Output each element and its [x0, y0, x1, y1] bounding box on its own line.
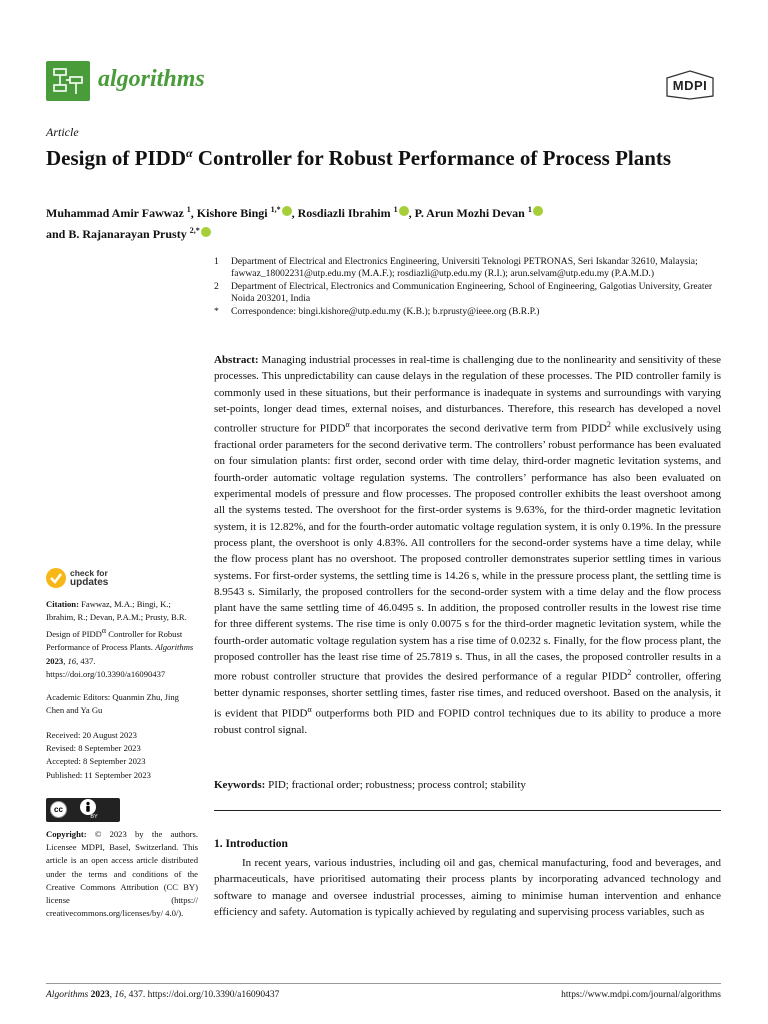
academic-editors: Academic Editors: Quanmin Zhu, Jing Chen and Ya Gu: [46, 692, 179, 716]
paper-title: Design of $PIDD^\alpha$ Controller for Robust Performance of Process Plants: [46, 146, 672, 170]
check-updates-icon: [46, 568, 66, 588]
author: Muhammad Amir Fawwaz: [46, 206, 184, 220]
footer-citation: Algorithms 2023, 16, 437. https://doi.org/10.3390/a16090437: [46, 990, 280, 1000]
divider: [214, 810, 721, 811]
journal-logo: [46, 61, 90, 101]
affiliations: [214, 256, 719, 318]
orcid-icon[interactable]: [282, 206, 292, 216]
orcid-icon[interactable]: [399, 206, 409, 216]
publisher-name: MDPI: [672, 78, 708, 93]
author: Kishore Bingi: [196, 206, 268, 220]
section-heading: 1. Introduction: [214, 838, 288, 850]
revised-date: Revised: 8 September 2023: [46, 743, 141, 754]
intro-paragraph: In recent years, various industries, including oil and gas, chemical manufacturing, food and beverages, and pharmaceuticals, have prioritised automating their process plants by incorporating advanced technology and software to manage and oversee industrial processes, aiming to minimise human intervention and enhance efficiency and safety. Automation is typically achieved by regulating and supervising process variables, such as: [214, 857, 721, 918]
publisher-logo: [664, 70, 716, 100]
author: P. Arun Mozhi Devan: [414, 206, 525, 220]
orcid-icon[interactable]: [533, 206, 543, 216]
copyright: Copyright: © 2023 by the authors. Licensee MDPI, Basel, Switzerland. This article is an open access article distributed under the terms and conditions of the Creative Commons Attribution (CC BY) license (https:// creativecommons.org/licenses/by/ 4.0/).: [46, 829, 198, 919]
citation: Citation: Fawwaz, M.A.; Bingi, K.; Ibrahim, R.; Devan, P.A.M.; Prusty, B.R. Design of $PIDD^\alpha$ Controller for Robust Performance of Process Plants. Algorithms 2023, 16, 437. https://doi.org/10.3390/a16090437: [46, 599, 194, 679]
orcid-icon[interactable]: [201, 227, 211, 237]
check-for-updates[interactable]: check for updates: [46, 568, 126, 592]
keywords: Keywords: PID; fractional order; robustness; process control; stability: [214, 779, 526, 791]
article-type: Article: [46, 125, 79, 139]
received-date: Received: 20 August 2023: [46, 730, 137, 740]
author: B. Rajanarayan Prusty: [68, 227, 187, 241]
cc-by-license-badge[interactable]: cc BY: [46, 798, 120, 822]
footer-divider: [46, 983, 721, 984]
journal-url[interactable]: https://www.mdpi.com/journal/algorithms: [561, 990, 721, 1000]
attribution-icon: [80, 799, 96, 815]
affiliation-item: 2 Department of Electrical, Electronics and Communication Engineering, School of Engineering, Galgotias University, Greater Noida 203201, India: [214, 280, 713, 305]
affiliation-item: 1 Department of Electrical and Electronics Engineering, Universiti Teknologi PETRONAS, Seri Iskandar 32610, Malaysia; fawwaz_18002231@utp.edu.my (M.A.F.); rosdiazli@utp.edu.my (R.I.); arun.selvam@utp.edu.my (P.A.M.D.): [214, 256, 698, 280]
dates: [46, 729, 198, 782]
accepted-date: Accepted: 8 September 2023: [46, 756, 146, 767]
author: Rosdiazli Ibrahim: [297, 206, 391, 220]
journal-name: algorithms: [98, 66, 205, 92]
published-date: Published: 11 September 2023: [46, 769, 151, 780]
correspondence: * Correspondence: bingi.kishore@utp.edu.my (K.B.); b.rprusty@ieee.org (B.R.P.): [214, 305, 540, 317]
author-list: Muhammad Amir Fawwaz $^1$, Kishore Bingi $^{1,*}$ , Rosdiazli Ibrahim $^1$ , P. Arun Mozhi Devan $^1$ and B. Rajanarayan Prusty $^{2,*}$: [46, 201, 736, 243]
abstract: Abstract: Managing industrial processes in real-time is challenging due to the nonlinearity and sensitivity of these processes. This unpredictability can cause delays in the regulation of these processes. The PID controller family is commonly used in these situations, but their performance is inadequate in systems and surroundings with varying set-points, longer dead times, external noises, and disturbances. Therefore, this research has developed a novel controller structure for $PIDD^\alpha$ that incorporates the second derivative term from PIDD$^2$ while exclusively using fractional order parameters for the second derivative term. The controllers’ robust performance has been evaluated on four simulation plants: first order, second order with time delay, third-order magnetic levitation systems, and fourth-order automatic voltage regulation systems. The controllers’ performance has also been evaluated on experimental models of pressure and flow processes. The proposed controller exhibits the least overshoot among all the systems tested. The overshoot for the first-order systems is 9.63%, for the third-order magnetic levitation system, it is 12.82%, and for the fourth-order automatic voltage regulation system, it is only 0.19%. In the pressure process plant, the overshoot is only 4.83%. All controllers for the second-order systems have a time delay, while the flow process plant has no overshoot. The proposed controller demonstrates superior settling times in various systems. For first-order systems, the settling time is 14.26 s, while in the pressure process plant, the settling time is 8.9543 s. Similarly, the proposed controllers for the second-order system with a time delay and the flow process plant have the same settling time of 46.0495 s. In addition, the proposed controller results in the lowest rise time for three different systems. The rise time is only 0.0075 s for the third-order magnetic levitation system, while the fourth-order automatic voltage regulation system has a rise time of 0.0232 s. Finally, for the flow process plant, the proposed controller has the least rise time of 25.7819 s. Thus, in all the cases, the proposed controller results in a more robust controller structure that provides the desired performance of a regular PIDD$^2$ controller, offering better dynamic responses, shorter settling times, faster rise times, and reduced overshoot. Based on the analysis, it is evident that $PIDD^\alpha$ outperforms both PID and FOPID control techniques due to its ability to produce a more robust control signal.: [214, 354, 721, 736]
algorithms-logo-icon: [46, 61, 90, 101]
cc-icon: cc: [50, 801, 67, 818]
